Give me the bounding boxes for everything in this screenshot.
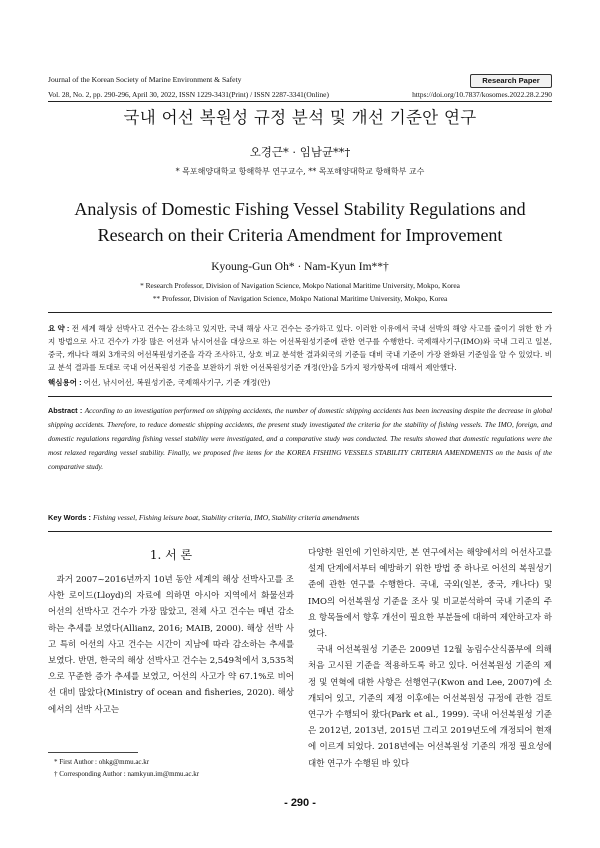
korean-keywords-text: 어선, 낚시어선, 복원성기준, 국제해사기구, 기준 개정(안) xyxy=(83,378,271,387)
footnote-rule xyxy=(48,752,138,753)
page-number: - 290 - xyxy=(284,797,316,809)
korean-keywords xyxy=(48,377,552,388)
header-rule xyxy=(48,101,552,102)
korean-abstract xyxy=(48,322,552,374)
korean-affiliation: * 목포해양대학교 항해학부 연구교수, ** 목포해양대학교 항해학부 교수 xyxy=(175,167,425,176)
research-paper-badge: Research Paper xyxy=(470,74,552,88)
journal-name: Journal of the Korean Society of Marine Environment & Safety xyxy=(48,75,242,84)
english-abstract xyxy=(48,404,552,474)
english-affiliation-1: * Research Professor, Division of Navigation Science, Mokpo National Maritime University, Mokpo, Korea xyxy=(140,281,460,290)
right-column-paragraph-1: 다양한 원인에 기인하지만, 본 연구에서는 해양에서의 어선사고를 설계 단계에서부터 예방하기 위한 방법 중 하나로 어선의 복원성기준에 관한 연구를 수행한다. 국내, 국외(일본, 중국, 캐나다) 및 IMO의 어선복원성 기준을 조사 및 비교분석하여 국내 기준의 주요 항목들에서 향후 개선이 필요한 부분들에 대하여 제안하고자 하였다. xyxy=(308,548,552,640)
english-title-line-1: Analysis of Domestic Fishing Vessel Stability Regulations and xyxy=(74,199,526,219)
right-column-paragraph-2: 국내 어선복원성 기준은 2009년 12월 농림수산식품부에 의해 처음 고시된 기준을 적용하도록 하고 있다. 어선복원성 기준의 제정 및 연혁에 대한 사항은 선행연구(Kwon and Lee, 2007)에 소개되어 있고, 기준의 제정 이후에는 어선복원성 규정에 관한 검토 연구가 수행되어 왔다(Park et al., 1999). 국내 어선복원성 기준은 2012년, 2013년, 2015년 그리고 2019년도에 개정되어 현재에 이르게 되었다. 2018년에는 어선복원성 기준의 개정 필요성에 대한 연구가 수행된 바 있다 xyxy=(308,645,552,769)
footnote-first-author: * First Author : ohkg@mmu.ac.kr xyxy=(54,758,150,766)
doi-link[interactable]: https://doi.org/10.7837/kosomes.2022.28.2.290 xyxy=(412,90,552,99)
abstract-top-rule xyxy=(48,312,552,313)
english-title-line-2: Research on their Criteria Amendment for Improvement xyxy=(97,225,503,245)
korean-title: 국내 어선 복원성 규정 분석 및 개선 기준안 연구 xyxy=(123,108,477,127)
english-title xyxy=(50,196,550,248)
english-affiliation-2: ** Professor, Division of Navigation Science, Mokpo National Maritime University, Mokpo, Korea xyxy=(152,294,448,303)
footnote-corresponding-author: † Corresponding Author : namkyun.im@mmu.ac.kr xyxy=(54,770,200,778)
abstract-mid-rule xyxy=(48,396,552,397)
english-authors: Kyoung-Gun Oh* · Nam-Kyun Im**† xyxy=(211,261,389,273)
english-keywords-label: Key Words : xyxy=(48,513,94,522)
korean-abstract-label: 요 약 : xyxy=(48,324,72,333)
english-keywords xyxy=(48,513,552,522)
abstract-bottom-rule xyxy=(48,531,552,532)
korean-abstract-text: 전 세계 해상 선박사고 건수는 감소하고 있지만, 국내 해상 사고 건수는 증가하고 있다. 이러한 이유에서 국내 선박의 해양 사고를 줄이기 위한 한 가지 방법으로 사고 건수가 가장 많은 어선과 낚시어선을 대상으로 하는 어선복원성기준에 관한 연구를 수행한다. 국제해사기구(IMO)와 국내 그리고 일본, 중국, 캐나다 해외 3개국의 어선복원성기준을 각각 조사하고, 상호 비교 분석한 결과외국의 기준들 대비 국내 기준이 가장 완화된 기준임을 알 수 있었다. 비교 분석 결과를 토대로 국내 어선복원성 기준을 보완하기 위한 어선복원성기준 개정(안)을 5가지 평가항목에 대해서 제안했다. xyxy=(48,324,552,372)
left-column-body xyxy=(48,572,294,718)
right-column-body xyxy=(308,545,552,772)
english-abstract-text: According to an investigation performed on shipping accidents, the number of domestic shipping accidents has been increasing despite the decrease in global shipping accidents. Therefore, to reduce domestic shipping accidents, the present study investigated the criteria for the stability of fishing vessels. The IMO, foreign, and domestic regulations regarding fishing vessel stability were investigated, and a comparative study was conducted. The results showed that domestic regulations were the most relaxed regarding vessel stability. Finally, we proposed five items for the KOREA FISHING VESSELS STABILITY CRITERIA AMENDMENTS on the basis of the comparative study. xyxy=(48,406,552,471)
section-heading-introduction: 1. 서 론 xyxy=(149,548,193,562)
left-column-paragraph: 과거 2007~2016년까지 10년 동안 세계의 해상 선박사고를 조사한 로이드(Lloyd)의 자료에 의하면 아시아 지역에서 화물선과 어선의 선박사고 건수가 가장 많았고, 전체 사고 건수는 매년 감소하는 추세를 보였다(Allianz, 2016; MAIB, 2000). 해상 선박 사고 특히 어선의 사고 건수는 시간이 지남에 따라 감소하는 추세를 보였다. 반면, 한국의 해상 선박사고 건수는 2,549척에서 3,535척으로 꾸준한 증가 추세를 보였고, 어선의 사고가 약 67.1%로 비어선 대비 많았다(Ministry of ocean and fisheries, 2020). 해상에서의 선박 사고는 xyxy=(48,575,294,715)
english-keywords-text: Fishing vessel, Fishing leisure boat, Stability criteria, IMO, Stability criteria amendments xyxy=(93,513,360,522)
korean-keywords-label: 핵심용어 : xyxy=(48,378,84,387)
korean-authors: 오경근* · 임남균**† xyxy=(249,145,351,159)
volume-info: Vol. 28, No. 2, pp. 290-296, April 30, 2022, ISSN 1229-3431(Print) / ISSN 2287-3341(Online) xyxy=(48,90,329,99)
english-abstract-label: Abstract : xyxy=(48,406,85,415)
